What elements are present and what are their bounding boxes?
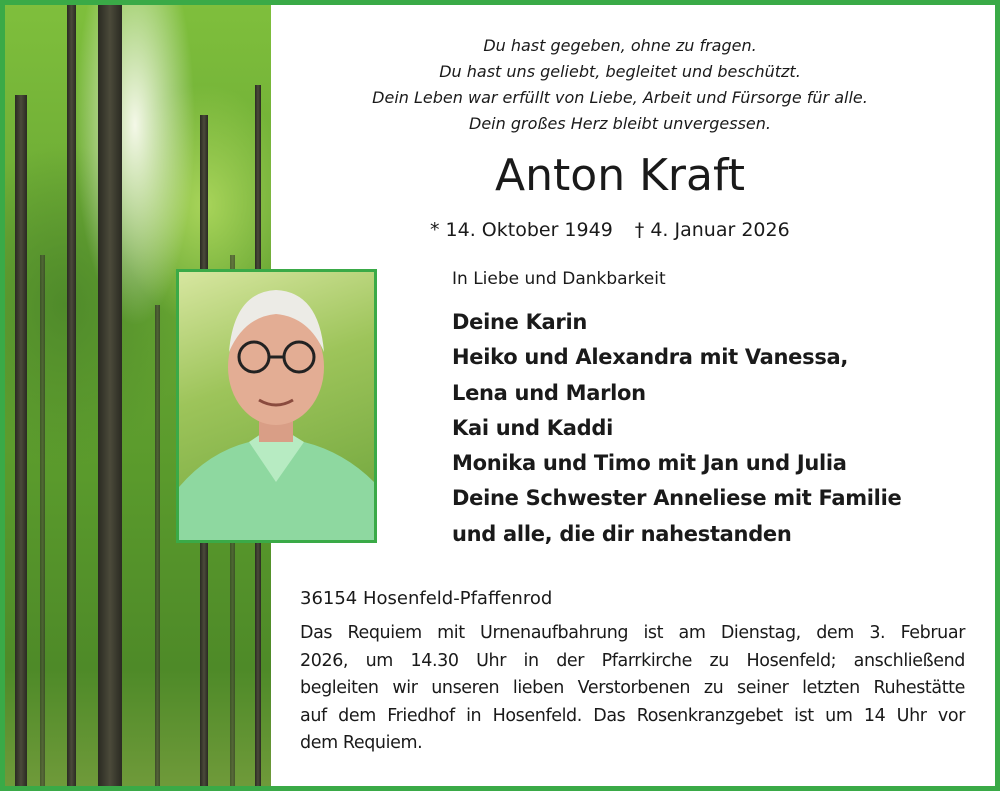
announcement-line: auf dem Friedhof in Hosenfeld. Das Rosenkranzgebet ist um 14 Uhr vor (300, 705, 965, 726)
poem-line: Dein Leben war erfüllt von Liebe, Arbeit und Fürsorge für alle. (372, 88, 868, 107)
poem-line: Dein großes Herz bleibt unvergessen. (469, 114, 771, 133)
death-date: † 4. Januar 2026 (634, 219, 790, 241)
life-dates (430, 216, 812, 244)
announcement-line: 2026, um 14.30 Uhr in der Pfarrkirche zu Hosenfeld; anschließend (300, 650, 965, 671)
mourner: und alle, die dir nahestanden (452, 521, 792, 546)
poem-line: Du hast uns geliebt, begleitet und beschützt. (439, 62, 801, 81)
intro-text: In Liebe und Dankbarkeit (452, 269, 666, 289)
mourner: Deine Karin (452, 310, 588, 334)
announcement (300, 620, 965, 758)
place: 36154 Hosenfeld-Pfaffenrod (300, 588, 553, 609)
mourner: Kai und Kaddi (452, 415, 614, 440)
announcement-line: Das Requiem mit Urnenaufbahrung ist am Dienstag, dem 3. Februar (300, 623, 965, 643)
mourner: Monika und Timo mit Jan und Julia (452, 451, 847, 476)
mourners-list (452, 305, 901, 552)
mourner: Lena und Marlon (452, 380, 646, 405)
mourner: Heiko und Alexandra mit Vanessa, (452, 345, 849, 370)
announcement-line: begleiten wir unseren lieben Verstorbenen zu seiner letzten Ruhestätte (300, 678, 965, 699)
poem-line: Du hast gegeben, ohne zu fragen. (483, 36, 757, 55)
announcement-line: dem Requiem. (300, 733, 423, 754)
deceased-name: Anton Kraft (495, 150, 745, 201)
mourner: Deine Schwester Anneliese mit Familie (452, 486, 902, 511)
birth-date: * 14. Oktober 1949 (430, 219, 613, 241)
portrait-photo (176, 269, 377, 543)
poem (330, 33, 910, 137)
